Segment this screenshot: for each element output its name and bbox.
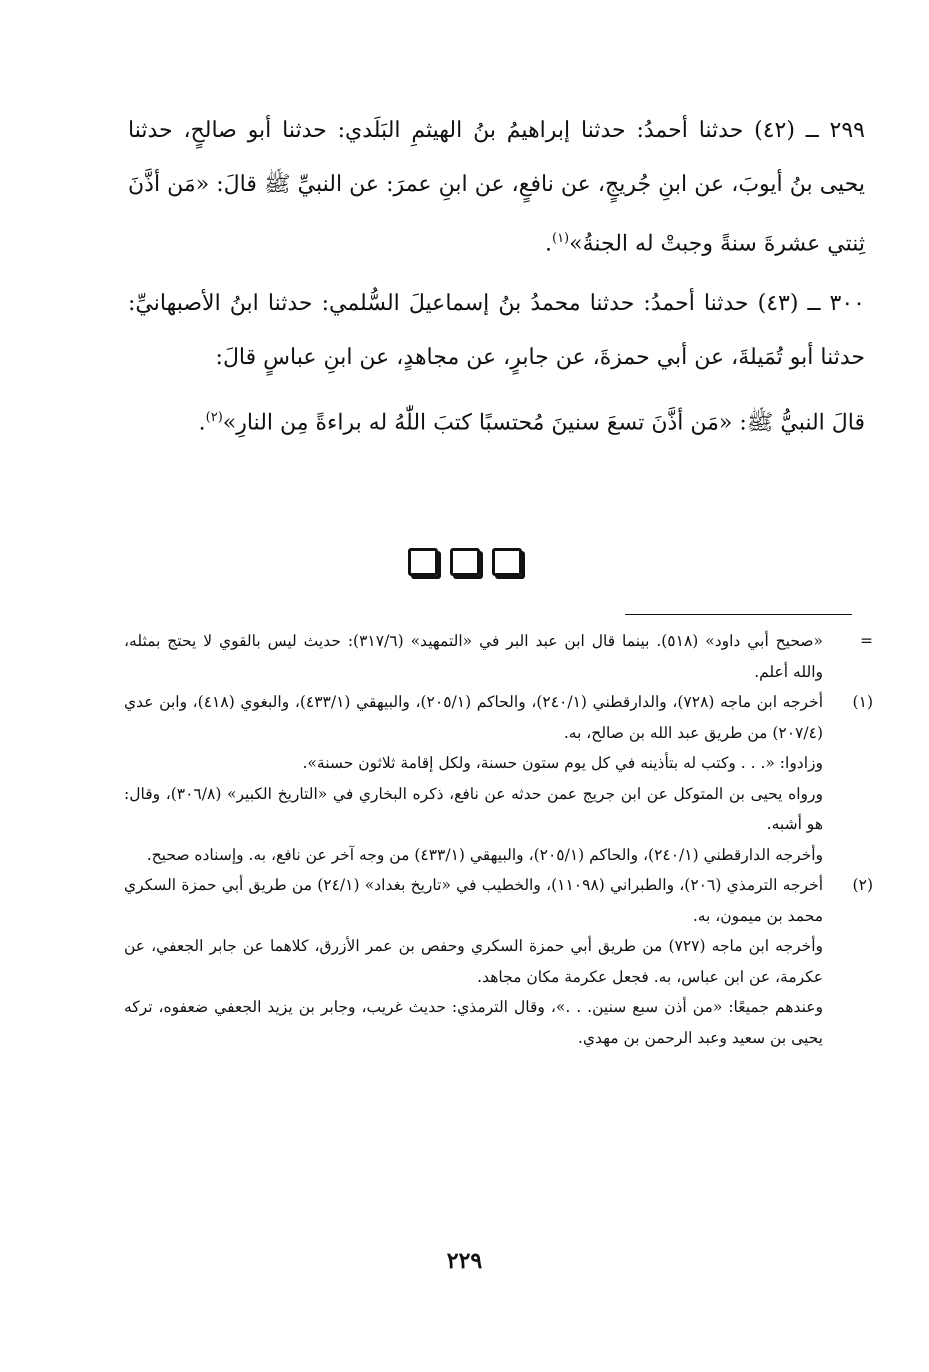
hadith-299-text: ٢٩٩ ــ (٤٢) حدثنا أحمدُ: حدثنا إبراهيمُ بنُ الهيثمِ البَلَدي: حدثنا أبو صالحٍ، حدثنا يحيى بنُ أيوبَ، عن ابنِ جُريجٍ، عن نافعٍ، عن ابنِ عمرَ: عن النبيِّ ﷺ قالَ: «مَن أذَّنَ ثِنتي عشرةَ سنةً وجبتْ له الجنةُ» <box>128 118 865 257</box>
hadith-300-isnad-text: ٣٠٠ ــ (٤٣) حدثنا أحمدُ: حدثنا محمدُ بنُ إسماعيلَ السُّلمي: حدثنا ابنُ الأصبهانيِّ: حدثنا أبو تُمَيلةَ، عن أبي حمزةَ، عن جابرٍ، عن مجاهدٍ، عن ابنِ عباسٍ قالَ: <box>128 291 865 371</box>
footnote-paragraph: وأخرجه ابن ماجه (٧٢٧) من طريق أبي حمزة السكري وحفص بن عمر الأزرق، كلاهما عن جابر الجعفي، عن عكرمة، عن ابن عباس، به. فجعل عكرمة مكان مجاهد. <box>124 937 823 986</box>
hadith-300-isnad <box>128 277 865 385</box>
footnote-paragraph: وعندهم جميعًا: «من أذن سبع سنين. . .»، وقال الترمذي: حديث غريب، وجابر بن يزيد الجعفي ضعفوه، تركه يحيى بن سعيد وعبد الرحمن بن مهدي. <box>124 998 823 1047</box>
separator-box-icon <box>492 548 522 576</box>
footnote-2 <box>124 870 873 1053</box>
footnote-number: (٢) <box>852 876 873 894</box>
footnote-ref-2[interactable]: (٢) <box>205 410 223 426</box>
footnote-rule <box>625 614 852 615</box>
separator-box-icon <box>450 548 480 576</box>
main-text <box>128 104 865 451</box>
hadith-300-matn <box>128 391 865 450</box>
footnote-ref-1[interactable]: (١) <box>551 231 570 246</box>
footnote-continuation <box>124 626 873 687</box>
footnote-paragraph: أخرجه الترمذي (٢٠٦)، والطبراني (١١٠٩٨)، والخطيب في «تاريخ بغداد» (٢٤/١) من طريق أبي حمزة السكري محمد بن ميمون، به. <box>124 876 823 925</box>
separator-box-icon <box>408 548 438 576</box>
footnote-paragraph: وأخرجه الدارقطني (٢٤٠/١)، والحاكم (٢٠٥/١)، والبيهقي (٤٣٣/١) من وجه آخر عن نافع، به. وإسناده صحيح. <box>146 845 823 864</box>
footnote-paragraph: وزادوا: «. . . وكتب له بتأذينه في كل يوم ستون حسنة، ولكل إقامة ثلاثون حسنة». <box>302 754 823 772</box>
footnotes <box>124 626 873 1053</box>
page-number: ٢٢٩ <box>446 1248 483 1274</box>
hadith-299 <box>128 104 865 271</box>
section-separator <box>0 548 929 584</box>
footnote-paragraph: ورواه يحيى بن المتوكل عن ابن جريج عمن حدثه عن نافع، ذكره البخاري في «التاريخ الكبير» (٣٠٦/٨)، وقال: هو أشبه. <box>124 784 823 833</box>
period: . <box>544 231 552 257</box>
footnote-number: (١) <box>852 693 873 711</box>
footnote-paragraph: أخرجه ابن ماجه (٧٢٨)، والدارقطني (٢٤٠/١)، والحاكم (٢٠٥/١)، والبيهقي (٤٣٣/١)، والبغوي (٤١٨)، وابن عدي (٢٠٧/٤) من طريق عبد الله بن صالح، به. <box>124 693 824 742</box>
period: . <box>198 410 206 436</box>
footnote-1 <box>124 687 873 870</box>
footnote-continuation-text: «صحيح أبي داود» (٥١٨). بينما قال ابن عبد البر في «التمهيد» (٣١٧/٦): حديث ليس بالقوي لا يحتج بمثله، والله أعلم. <box>124 632 823 681</box>
hadith-300-matn-text: قالَ النبيُّ ﷺ: «مَن أذَّنَ تسعَ سنينَ مُحتسبًا كتبَ اللّٰهُ له براءةً مِن النارِ» <box>222 410 865 436</box>
continuation-marker: = <box>860 632 873 650</box>
